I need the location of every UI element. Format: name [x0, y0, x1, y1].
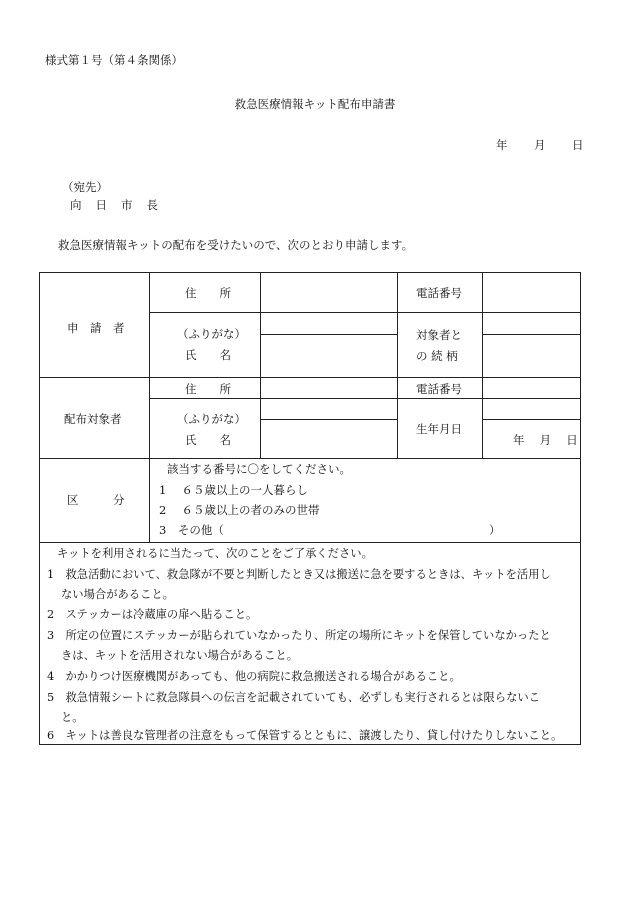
applicant-name-field[interactable] — [261, 335, 397, 377]
applicant-section-label: 申 請 者 — [67, 321, 125, 335]
date-year: 年 — [496, 138, 508, 152]
applicant-name-label: 氏 名 — [185, 348, 231, 362]
recipient-address-label: 住 所 — [185, 382, 231, 396]
category-instruction: 該当する番号に〇をしてください。 — [167, 462, 351, 476]
notice-line-4: 4 かかりつけ医療機関があっても、他の病院に救急搬送される場合があること。 — [47, 670, 461, 683]
recipient-furigana-field[interactable] — [261, 399, 397, 419]
recipient-birthdate-units: 年 月 日 — [513, 433, 578, 447]
intro-text: 救急医療情報キットの配布を受けたいので、次のとおり申請します。 — [58, 238, 414, 252]
category-option-3[interactable]: 3 その他（ — [159, 523, 224, 537]
date-day: 日 — [572, 138, 584, 152]
recipient-phone-label: 電話番号 — [416, 382, 462, 396]
notice-line-5: 5 救急情報シートに救急隊員への伝言を記載されていても、必ずしも実行されるとは限らないこ — [47, 691, 540, 704]
applicant-furigana-label: （ふりがな） — [177, 327, 246, 341]
notice-line-6: 6 キットは善良な管理者の注意をもって保管するとともに、譲渡したり、貸し付けたりしないこと。 — [47, 729, 563, 742]
notice-intro: キットを利用されるに当たって、次のことをご了承ください。 — [57, 547, 373, 560]
addressee-label: （宛先） — [62, 180, 108, 194]
recipient-phone-field[interactable] — [483, 378, 580, 398]
category-option-1[interactable]: 1 ６５歳以上の一人暮らし — [159, 483, 308, 497]
applicant-phone-label: 電話番号 — [416, 286, 462, 300]
form-number: 様式第１号（第４条関係） — [45, 53, 183, 67]
date-month: 月 — [534, 138, 546, 152]
applicant-phone-field[interactable] — [483, 273, 580, 312]
applicant-address-label: 住 所 — [185, 286, 231, 300]
category-other-field[interactable] — [229, 519, 479, 539]
recipient-address-field[interactable] — [261, 378, 397, 398]
recipient-section-label: 配布対象者 — [64, 412, 122, 426]
applicant-relation-label-2: の 続 柄 — [416, 349, 458, 363]
recipient-name-field[interactable] — [261, 420, 397, 458]
notice-line-5-cont: と。 — [61, 711, 84, 724]
notice-line-1: 1 救急活動において、救急隊が不要と判断したとき又は搬送に急を要するときは、キットを活用し — [47, 568, 551, 581]
addressee: 向日市長 — [70, 198, 172, 212]
category-close-paren: ） — [489, 523, 501, 537]
date-line — [496, 137, 584, 153]
applicant-relation-field[interactable] — [483, 335, 580, 377]
document-title: 救急医療情報キット配布申請書 — [234, 97, 396, 111]
notice-line-3: 3 所定の位置にステッカーが貼られていなかったり、所定の場所にキットを保管していなかったと — [47, 629, 551, 642]
notice-line-2: 2 ステッカーは冷蔵庫の扉へ貼ること。 — [47, 608, 258, 621]
recipient-birthdate-field[interactable] — [483, 420, 580, 458]
notice-line-1-cont: ない場合があること。 — [61, 588, 174, 601]
category-option-2[interactable]: 2 ６５歳以上の者のみの世帯 — [159, 503, 320, 517]
notice-line-3-cont: きは、キットを活用されない場合があること。 — [61, 649, 299, 662]
applicant-address-field[interactable] — [261, 273, 397, 312]
recipient-birthdate-label: 生年月日 — [416, 422, 462, 436]
recipient-name-label: 氏 名 — [185, 433, 231, 447]
recipient-furigana-label: （ふりがな） — [177, 412, 246, 426]
applicant-furigana-field[interactable] — [261, 313, 397, 334]
category-section-label: 区 分 — [67, 493, 125, 507]
application-form-table — [39, 272, 581, 745]
applicant-relation-label-1: 対象者と — [416, 328, 462, 342]
